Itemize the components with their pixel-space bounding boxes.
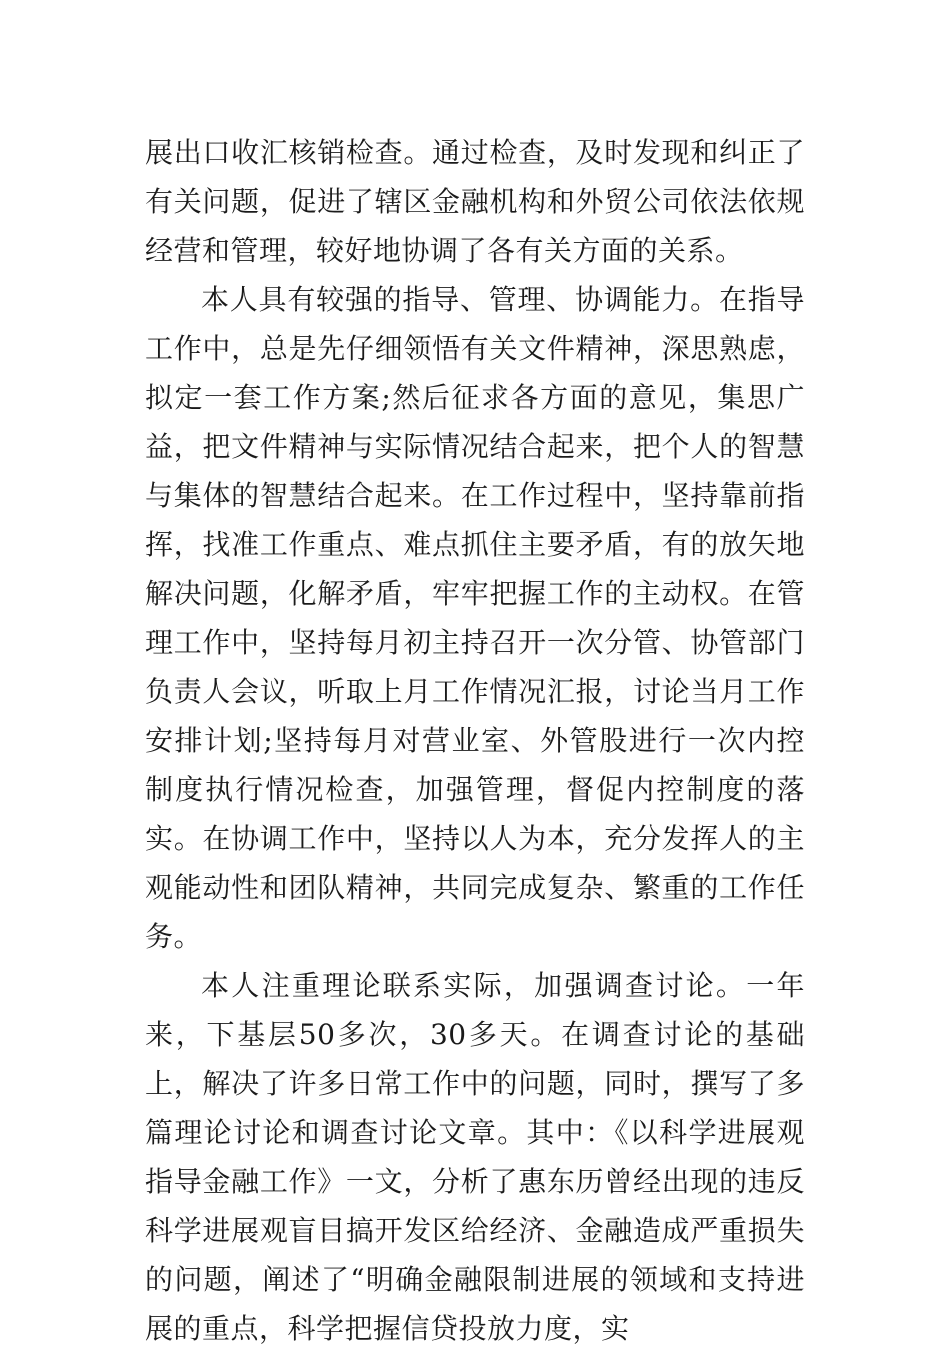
paragraph-2: 本人具有较强的指导、管理、协调能力。在指导工作中，总是先仔细领悟有关文件精神，深思熟虑，拟定一套工作方案;然后征求各方面的意见，集思广益，把文件精神与实际情况结合起来，把个人的智慧与集体的智慧结合起来。在工作过程中，坚持靠前指挥，找准工作重点、难点抓住主要矛盾，有的放矢地解决问题，化解矛盾，牢牢把握工作的主动权。在管理工作中，坚持每月初主持召开一次分管、协管部门负责人会议，听取上月工作情况汇报，讨论当月工作安排计划;坚持每月对营业室、外管股进行一次内控制度执行情况检查，加强管理，督促内控制度的落实。在协调工作中，坚持以人为本，充分发挥人的主观能动性和团队精神，共同完成复杂、繁重的工作任务。: [145, 283, 805, 953]
paragraph-3: 本人注重理论联系实际，加强调查讨论。一年来，下基层50多次，30多天。在调查讨论的基础上，解决了许多日常工作中的问题，同时，撰写了多篇理论讨论和调查讨论文章。其中：《以科学进展观指导金融工作》一文，分析了惠东历曾经出现的违反科学进展观盲目搞开发区给经济、金融造成严重损失的问题，阐述了“明确金融限制进展的领域和支持进展的重点，科学把握信贷投放力度，实: [145, 969, 805, 1345]
document-body: [145, 128, 805, 1353]
paragraph-1: 展出口收汇核销检查。通过检查，及时发现和纠正了有关问题，促进了辖区金融机构和外贸公司依法依规经营和管理，较好地协调了各有关方面的关系。: [145, 136, 805, 267]
